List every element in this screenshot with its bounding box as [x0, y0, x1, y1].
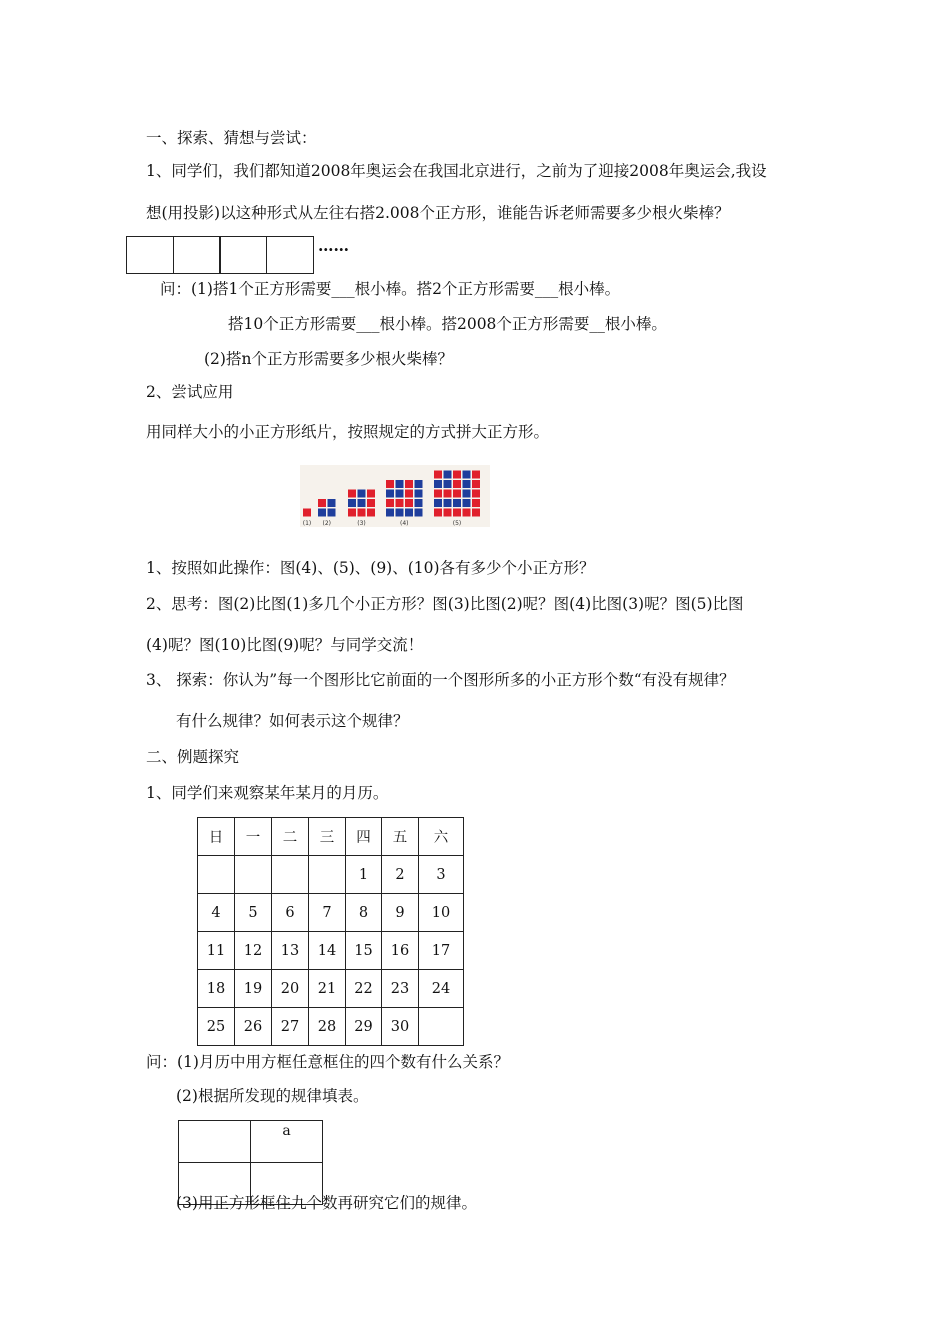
calendar-day-cell: 9	[382, 894, 419, 932]
pattern-small-square	[318, 509, 326, 517]
pattern-small-square	[328, 509, 336, 517]
fill-table-cell	[179, 1121, 251, 1163]
calendar-day-cell: 26	[235, 1008, 272, 1046]
pattern-label: (1)	[302, 520, 312, 527]
pattern-small-square	[358, 509, 366, 517]
calendar-day-cell: 3	[419, 856, 464, 894]
pattern-small-square	[396, 490, 404, 498]
pattern-small-square	[358, 490, 366, 498]
pattern-small-square	[444, 471, 452, 479]
calendar-day-cell: 21	[309, 970, 346, 1008]
exercise-3-line2: 有什么规律？如何表示这个规律？	[176, 712, 409, 730]
calendar-question-1: 问：(1)月历中用方框任意框住的四个数有什么关系？	[146, 1053, 509, 1071]
pattern-small-square	[386, 509, 394, 517]
calendar-day-cell: 29	[346, 1008, 382, 1046]
calendar-day-cell: 2	[382, 856, 419, 894]
calendar-intro: 1、同学们来观察某年某月的月历。	[146, 784, 389, 802]
pattern-label: (3)	[357, 520, 366, 527]
calendar-day-cell	[419, 1008, 464, 1046]
pattern-small-square	[367, 499, 375, 507]
calendar-day-cell: 24	[419, 970, 464, 1008]
pattern-small-square	[463, 471, 471, 479]
calendar-header-cell: 二	[272, 818, 309, 856]
pattern-small-square	[415, 499, 423, 507]
pattern-small-square	[453, 480, 461, 488]
fill-table-cell: a	[251, 1121, 323, 1163]
calendar-week-row	[198, 894, 464, 932]
calendar-day-cell	[198, 856, 235, 894]
pattern-small-square	[453, 499, 461, 507]
calendar-day-cell: 27	[272, 1008, 309, 1046]
exercise-1: 1、按照如此操作：图(4)、(5)、(9)、(10)各有多少个小正方形？	[146, 559, 595, 577]
pattern-small-square	[453, 490, 461, 498]
calendar-day-cell: 7	[309, 894, 346, 932]
calendar-day-cell	[272, 856, 309, 894]
try-heading: 2、尝试应用	[146, 383, 234, 401]
pattern-small-square	[472, 480, 480, 488]
calendar-header-cell: 一	[235, 818, 272, 856]
matchstick-square	[266, 236, 314, 274]
pattern-small-square	[303, 509, 311, 517]
pattern-small-square	[318, 499, 326, 507]
pattern-small-square	[386, 490, 394, 498]
pattern-small-square	[472, 490, 480, 498]
calendar-header-cell: 五	[382, 818, 419, 856]
pattern-small-square	[348, 509, 356, 517]
pattern-small-square	[415, 490, 423, 498]
pattern-small-square	[434, 509, 442, 517]
pattern-small-square	[434, 490, 442, 498]
section2-heading: 二、例题探究	[146, 748, 240, 766]
pattern-label: (4)	[400, 520, 409, 527]
calendar-day-cell: 22	[346, 970, 382, 1008]
calendar-week-row	[198, 856, 464, 894]
pattern-small-square	[453, 471, 461, 479]
pattern-small-square	[328, 499, 336, 507]
calendar-day-cell: 18	[198, 970, 235, 1008]
pattern-small-square	[444, 509, 452, 517]
pattern-small-square	[348, 499, 356, 507]
pattern-small-square	[405, 509, 413, 517]
calendar-table	[197, 817, 464, 1046]
calendar-day-cell: 16	[382, 932, 419, 970]
ellipsis: ……	[318, 236, 349, 255]
exercise-3-line1: 3、 探索：你认为”每一个图形比它前面的一个图形所多的小正方形个数“有没有规律？	[146, 671, 735, 689]
question1-line2: 想(用投影)以这种形式从左往右搭2.008个正方形，谁能告诉老师需要多少根火柴棒？	[146, 204, 730, 222]
pattern-small-square	[472, 509, 480, 517]
pattern-small-square	[463, 499, 471, 507]
matchstick-square	[126, 236, 174, 274]
calendar-day-cell: 1	[346, 856, 382, 894]
calendar-day-cell: 13	[272, 932, 309, 970]
calendar-week-row	[198, 970, 464, 1008]
pattern-small-square	[444, 499, 452, 507]
pattern-small-square	[463, 480, 471, 488]
pattern-small-square	[396, 499, 404, 507]
calendar-day-cell: 14	[309, 932, 346, 970]
pattern-label: (5)	[452, 520, 462, 527]
try-description: 用同样大小的小正方形纸片，按照规定的方式拼大正方形。	[146, 423, 550, 441]
pattern-small-square	[396, 480, 404, 488]
calendar-header-row	[198, 818, 464, 856]
calendar-day-cell: 8	[346, 894, 382, 932]
calendar-header-cell: 日	[198, 818, 235, 856]
pattern-small-square	[386, 499, 394, 507]
calendar-week-row	[198, 1008, 464, 1046]
calendar-day-cell: 19	[235, 970, 272, 1008]
pattern-small-square	[453, 509, 461, 517]
calendar-day-cell: 11	[198, 932, 235, 970]
section1-heading: 一、探索、猜想与尝试：	[146, 129, 317, 147]
calendar-day-cell: 17	[419, 932, 464, 970]
pattern-small-square	[367, 509, 375, 517]
calendar-question-2: (2)根据所发现的规律填表。	[176, 1087, 369, 1105]
calendar-week-row	[198, 932, 464, 970]
matchstick-square	[219, 236, 267, 274]
pattern-small-square	[405, 490, 413, 498]
calendar-day-cell: 20	[272, 970, 309, 1008]
calendar-day-cell	[309, 856, 346, 894]
calendar-header-cell: 六	[419, 818, 464, 856]
calendar-day-cell: 5	[235, 894, 272, 932]
pattern-small-square	[405, 499, 413, 507]
calendar-day-cell: 28	[309, 1008, 346, 1046]
calendar-question-3: (3)用正方形框住九个数再研究它们的规律。	[176, 1194, 477, 1212]
exercise-2-line2: (4)呢？图(10)比图(9)呢？与同学交流！	[146, 636, 424, 654]
calendar-day-cell: 4	[198, 894, 235, 932]
pattern-small-square	[405, 480, 413, 488]
fill-table-row	[179, 1121, 323, 1163]
square-pattern-image	[300, 465, 490, 527]
calendar-day-cell: 23	[382, 970, 419, 1008]
calendar-day-cell	[235, 856, 272, 894]
pattern-small-square	[434, 471, 442, 479]
pattern-small-square	[444, 480, 452, 488]
calendar-header-cell: 三	[309, 818, 346, 856]
ask-part1: 问：(1)搭1个正方形需要___根小棒。搭2个正方形需要___根小棒。	[160, 280, 621, 298]
calendar-day-cell: 12	[235, 932, 272, 970]
matchstick-square	[173, 236, 221, 274]
ask-part1-continued: 搭10个正方形需要___根小棒。搭2008个正方形需要__根小棒。	[228, 315, 667, 333]
question1-line1: 1、同学们，我们都知道2008年奥运会在我国北京进行，之前为了迎接2008年奥运会,我设	[146, 162, 767, 180]
ask-part2: (2)搭n个正方形需要多少根火柴棒？	[204, 350, 453, 368]
pattern-small-square	[472, 499, 480, 507]
pattern-small-square	[463, 509, 471, 517]
pattern-small-square	[415, 509, 423, 517]
pattern-small-square	[472, 471, 480, 479]
exercise-2-line1: 2、思考：图(2)比图(1)多几个小正方形？图(3)比图(2)呢？图(4)比图(3)呢？图(5)比图	[146, 595, 744, 613]
fill-in-table	[178, 1120, 323, 1205]
calendar-day-cell: 15	[346, 932, 382, 970]
pattern-small-square	[415, 480, 423, 488]
square-pattern-figure	[300, 465, 490, 527]
matchstick-squares	[126, 236, 312, 274]
pattern-small-square	[463, 490, 471, 498]
calendar-day-cell: 6	[272, 894, 309, 932]
calendar-day-cell: 30	[382, 1008, 419, 1046]
calendar-day-cell: 10	[419, 894, 464, 932]
pattern-small-square	[434, 480, 442, 488]
pattern-small-square	[434, 499, 442, 507]
calendar-header-cell: 四	[346, 818, 382, 856]
calendar-day-cell: 25	[198, 1008, 235, 1046]
pattern-small-square	[367, 490, 375, 498]
pattern-small-square	[396, 509, 404, 517]
pattern-small-square	[348, 490, 356, 498]
pattern-small-square	[358, 499, 366, 507]
pattern-label: (2)	[322, 520, 331, 527]
pattern-small-square	[386, 480, 394, 488]
pattern-small-square	[444, 490, 452, 498]
